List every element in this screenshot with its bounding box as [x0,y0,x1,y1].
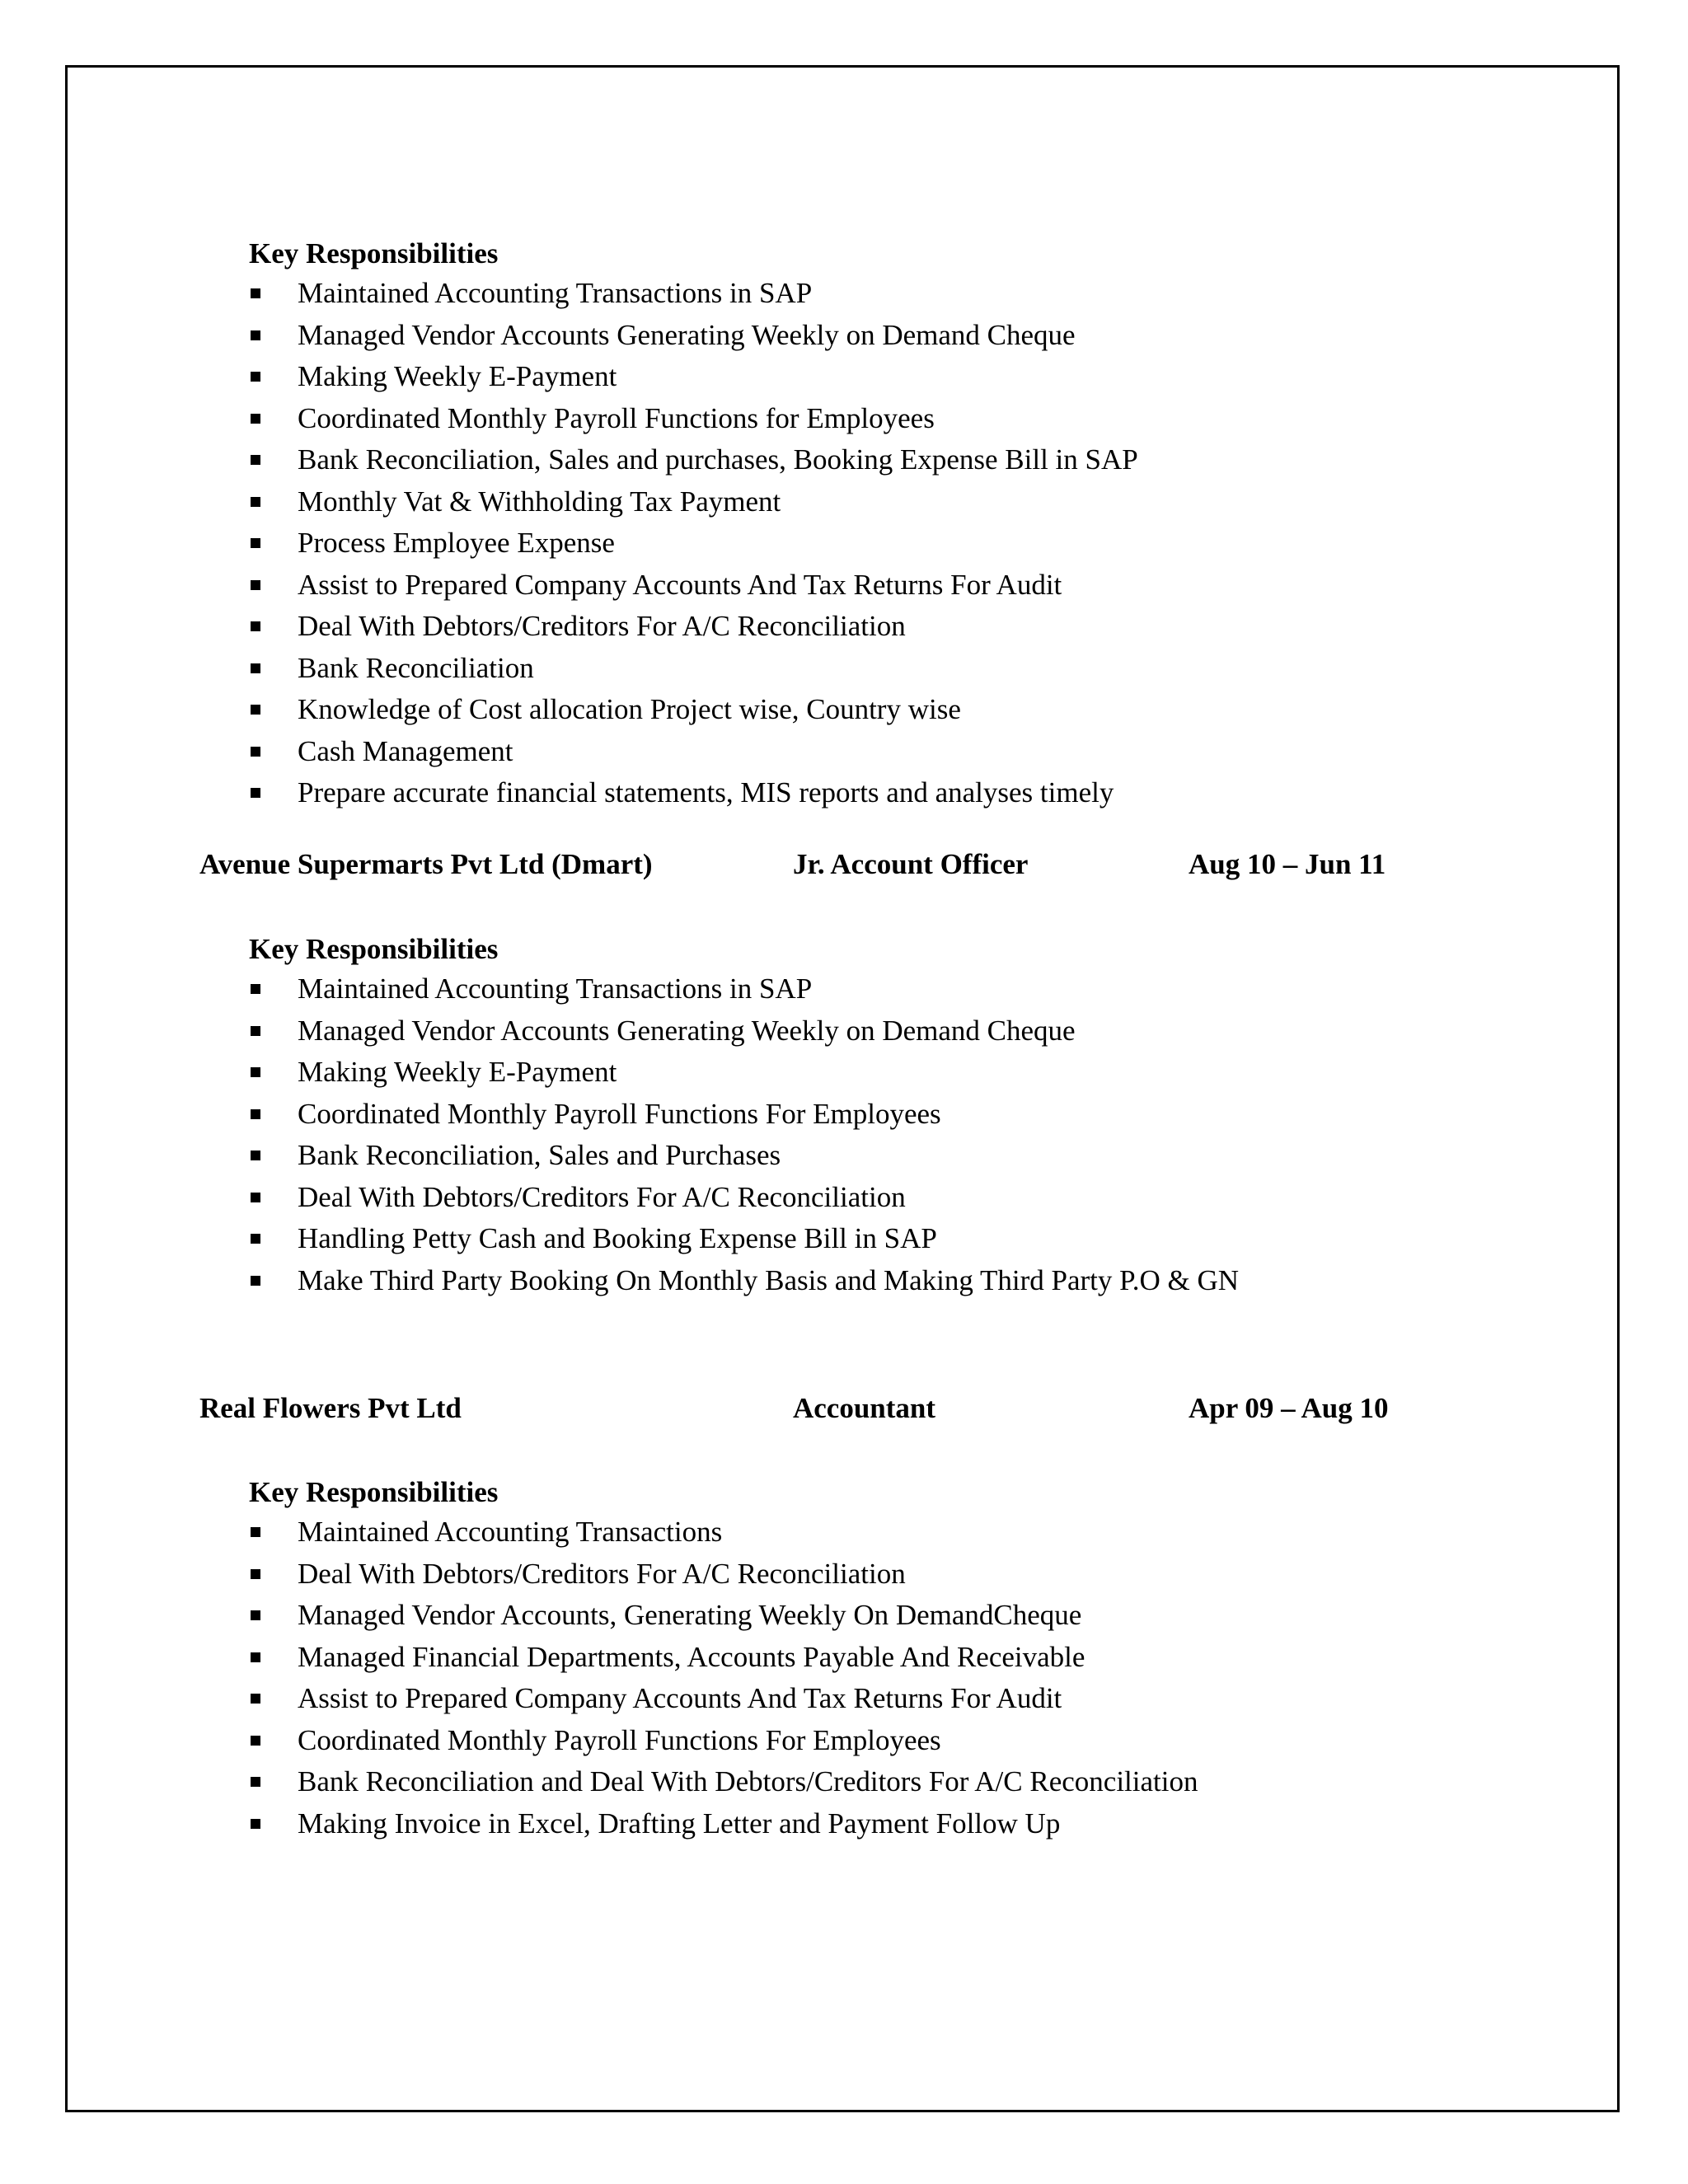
square-bullet-icon [251,747,260,757]
square-bullet-icon [251,372,260,382]
square-bullet-icon [251,1276,260,1286]
square-bullet-icon [251,1193,260,1202]
square-bullet-icon [251,705,260,715]
job-header [0,1388,1688,1429]
key-responsibilities-heading: Key Responsibilities [249,933,499,965]
list-item: Process Employee Expense [0,523,1688,565]
list-item: Making Weekly E-Payment [0,1052,1688,1094]
square-bullet-icon [251,455,260,465]
list-item: Knowledge of Cost allocation Project wise, Country wise [0,689,1688,731]
list-item: Bank Reconciliation, Sales and Purchases [0,1135,1688,1177]
square-bullet-icon [251,1777,260,1787]
square-bullet-icon [251,1819,260,1829]
list-item: Making Weekly E-Payment [0,356,1688,398]
list-item: Coordinated Monthly Payroll Functions For Employees [0,1720,1688,1762]
list-item: Managed Vendor Accounts, Generating Weekly On DemandCheque [0,1595,1688,1637]
square-bullet-icon [251,1527,260,1537]
square-bullet-icon [251,497,260,507]
job-period: Apr 09 – Aug 10 [1189,1392,1389,1424]
list-item: Assist to Prepared Company Accounts And Tax Returns For Audit [0,1678,1688,1720]
company-name: Avenue Supermarts Pvt Ltd (Dmart) [199,848,653,880]
square-bullet-icon [251,621,260,631]
square-bullet-icon [251,1652,260,1662]
key-responsibilities-heading: Key Responsibilities [249,237,499,269]
list-item: Maintained Accounting Transactions in SAP [0,968,1688,1010]
square-bullet-icon [251,1569,260,1579]
square-bullet-icon [251,1026,260,1036]
list-item: Make Third Party Booking On Monthly Basis and Making Third Party P.O & GN [0,1260,1688,1302]
job-period: Aug 10 – Jun 11 [1189,848,1386,880]
responsibility-list [0,1511,1688,1844]
list-item: Deal With Debtors/Creditors For A/C Reconciliation [0,1177,1688,1219]
list-item: Bank Reconciliation, Sales and purchases, Booking Expense Bill in SAP [0,439,1688,481]
list-item: Bank Reconciliation and Deal With Debtors/Creditors For A/C Reconciliation [0,1761,1688,1803]
list-item: Maintained Accounting Transactions in SAP [0,273,1688,315]
square-bullet-icon [251,1109,260,1119]
square-bullet-icon [251,414,260,424]
list-item: Handling Petty Cash and Booking Expense Bill in SAP [0,1218,1688,1260]
square-bullet-icon [251,580,260,590]
square-bullet-icon [251,663,260,673]
list-item: Bank Reconciliation [0,648,1688,690]
square-bullet-icon [251,1736,260,1746]
list-item: Monthly Vat & Withholding Tax Payment [0,481,1688,523]
square-bullet-icon [251,984,260,994]
key-responsibilities-heading: Key Responsibilities [249,1476,499,1508]
list-item: Assist to Prepared Company Accounts And Tax Returns For Audit [0,565,1688,607]
list-item: Coordinated Monthly Payroll Functions For Employees [0,1094,1688,1136]
list-item: Managed Vendor Accounts Generating Weekly on Demand Cheque [0,315,1688,357]
square-bullet-icon [251,288,260,298]
list-item: Deal With Debtors/Creditors For A/C Reconciliation [0,606,1688,648]
list-item: Making Invoice in Excel, Drafting Letter and Payment Follow Up [0,1803,1688,1845]
job-title: Jr. Account Officer [793,848,1029,880]
square-bullet-icon [251,1610,260,1620]
company-name: Real Flowers Pvt Ltd [199,1392,462,1424]
square-bullet-icon [251,1234,260,1244]
square-bullet-icon [251,1694,260,1704]
square-bullet-icon [251,538,260,548]
responsibility-list [0,968,1688,1301]
list-item: Cash Management [0,731,1688,773]
job-title: Accountant [793,1392,936,1424]
responsibility-list [0,273,1688,814]
square-bullet-icon [251,788,260,798]
list-item: Maintained Accounting Transactions [0,1511,1688,1554]
square-bullet-icon [251,1067,260,1077]
list-item: Coordinated Monthly Payroll Functions for Employees [0,398,1688,440]
square-bullet-icon [251,1151,260,1160]
list-item: Deal With Debtors/Creditors For A/C Reconciliation [0,1554,1688,1596]
list-item: Managed Vendor Accounts Generating Weekly on Demand Cheque [0,1010,1688,1052]
job-header [0,844,1688,885]
list-item: Managed Financial Departments, Accounts Payable And Receivable [0,1637,1688,1679]
list-item: Prepare accurate financial statements, MIS reports and analyses timely [0,772,1688,814]
square-bullet-icon [251,330,260,340]
